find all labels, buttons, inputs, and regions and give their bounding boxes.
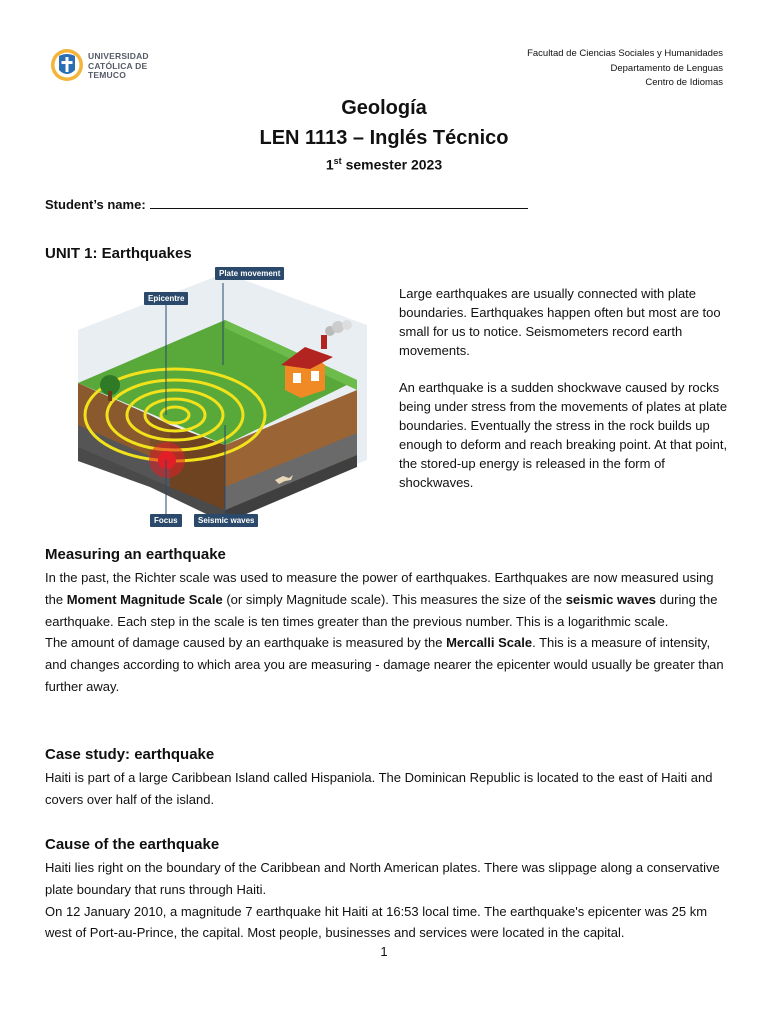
earthquake-illustration bbox=[75, 265, 370, 530]
student-name-blank[interactable] bbox=[150, 196, 528, 209]
earthquake-diagram bbox=[75, 265, 370, 530]
student-name-label: Student’s name: bbox=[45, 197, 146, 212]
logo-line-3: TEMUCO bbox=[88, 70, 127, 80]
university-logo bbox=[50, 48, 160, 88]
case-study-text bbox=[45, 767, 725, 811]
cause-paragraph-2: On 12 January 2010, a magnitude 7 earthquake hit Haiti at 16:53 local time. The earthquake's epicenter was 25 km west of Port-au-Prince, the capital. Most people, businesses and services were located in the capital. bbox=[45, 903, 708, 941]
page-number: 1 bbox=[380, 944, 388, 959]
university-emblem-icon bbox=[50, 48, 84, 82]
student-name-row bbox=[45, 196, 528, 212]
case-study-paragraph: Haiti is part of a large Caribbean Island called Hispaniola. The Dominican Republic is located to the east of Haiti and covers over half of the island. bbox=[45, 770, 713, 807]
semester-number: 1 bbox=[325, 156, 334, 173]
intro-text bbox=[399, 284, 729, 510]
faculty-block bbox=[527, 47, 723, 91]
mercalli-term: Mercalli Scale bbox=[446, 635, 533, 651]
epicentre-label: Epicentre bbox=[144, 292, 188, 305]
unit-heading: UNIT 1: Earthquakes bbox=[45, 245, 192, 262]
intro-paragraph-1: Large earthquakes are usually connected with plate boundaries. Earthquakes happen often but most are too small for us to notice. Seismometers record earth movements. bbox=[399, 286, 721, 358]
cause-paragraph-1: Haiti lies right on the boundary of the Caribbean and North American plates. There was slippage along a conservative plate boundary that runs through Haiti. bbox=[45, 860, 720, 897]
semester-title bbox=[0, 156, 768, 173]
measuring-paragraph-1: In the past, the Richter scale was used to measure the power of earthquakes. Earthquakes are now measured using the Moment Magnitude Scale (or simply Magnitude scale). This measures the size of the seismic waves during the earthquake. Each step in the scale is ten times greater than the previous number. This is a logarithmic scale. bbox=[45, 570, 718, 629]
department-name: Departamento de Lenguas bbox=[610, 62, 723, 74]
seismic-waves-term: seismic waves bbox=[565, 591, 657, 607]
plate-movement-label: Plate movement bbox=[215, 267, 284, 280]
logo-line-1: UNIVERSIDAD bbox=[88, 51, 149, 61]
measuring-text bbox=[45, 567, 725, 698]
university-name bbox=[88, 52, 149, 81]
measuring-heading: Measuring an earthquake bbox=[45, 546, 226, 563]
semester-ordinal: st bbox=[333, 156, 342, 166]
cause-heading: Cause of the earthquake bbox=[45, 836, 220, 853]
focus-point bbox=[158, 451, 176, 469]
cause-text bbox=[45, 857, 725, 944]
semester-text: semester 2023 bbox=[341, 156, 443, 173]
faculty-name: Facultad de Ciencias Sociales y Humanidades bbox=[527, 48, 723, 59]
focus-label: Focus bbox=[150, 514, 182, 527]
case-study-heading: Case study: earthquake bbox=[45, 746, 215, 763]
measuring-paragraph-2: The amount of damage caused by an earthquake is measured by the Mercalli Scale. This is a measure of intensity, and changes according to which area you are measuring - damage nearer the epicenter would usually be greater than further away. bbox=[45, 635, 724, 694]
logo-line-2: CATÓLICA DE bbox=[88, 60, 148, 71]
course-title: LEN 1113 – Inglés Técnico bbox=[259, 127, 509, 149]
seismic-waves-label: Seismic waves bbox=[194, 514, 258, 527]
moment-magnitude-term: Moment Magnitude Scale bbox=[66, 591, 223, 607]
tree-trunk bbox=[108, 391, 112, 401]
center-name: Centro de Idiomas bbox=[645, 77, 723, 88]
intro-paragraph-2: An earthquake is a sudden shockwave caused by rocks being under stress from the movements of plates at plate boundaries. Eventually the stress in the rock builds up enough to deform and reach breaking point. At that point, the stored-up energy is released in the form of shockwaves. bbox=[399, 380, 728, 490]
page-title: Geología bbox=[341, 97, 427, 119]
